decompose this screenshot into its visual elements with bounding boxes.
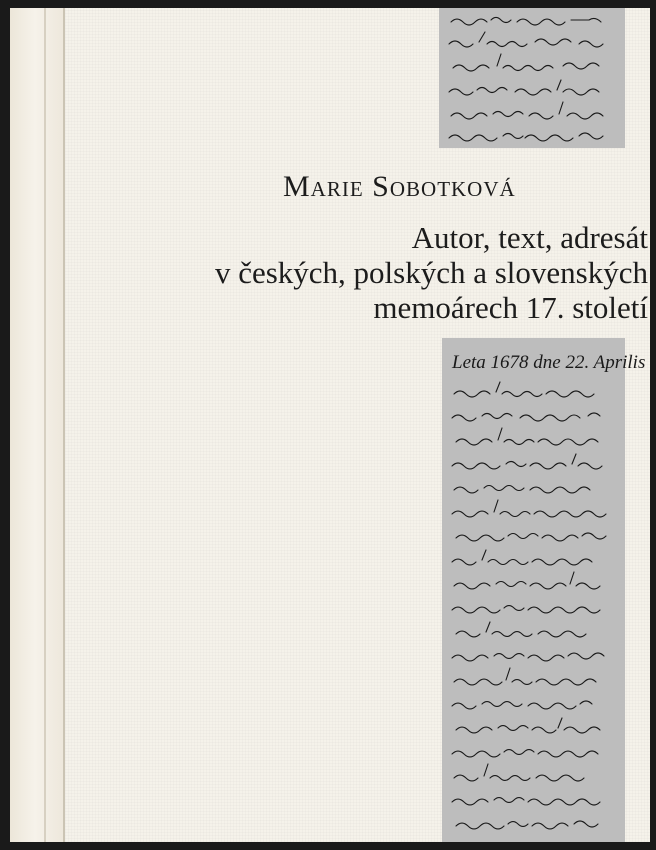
author-text: Marie Sobotková xyxy=(283,170,516,203)
manuscript-heading: Leta 1678 dne 22. Aprilis xyxy=(452,352,646,373)
spine-crease xyxy=(44,8,46,842)
manuscript-image-top xyxy=(439,8,625,148)
front-cover xyxy=(65,8,650,842)
title-line-3: memoárech 17. století xyxy=(373,290,648,325)
author-name xyxy=(283,170,643,204)
handwriting-scan-top xyxy=(439,8,625,148)
handwriting-scan-bottom xyxy=(442,338,646,842)
title-line-1: Autor, text, adresát xyxy=(411,220,648,255)
book-spine xyxy=(10,8,66,842)
title-line-2: v českých, polských a slovenských xyxy=(214,255,648,290)
book-title xyxy=(105,220,648,325)
book xyxy=(10,8,650,842)
manuscript-image-bottom xyxy=(442,338,646,842)
